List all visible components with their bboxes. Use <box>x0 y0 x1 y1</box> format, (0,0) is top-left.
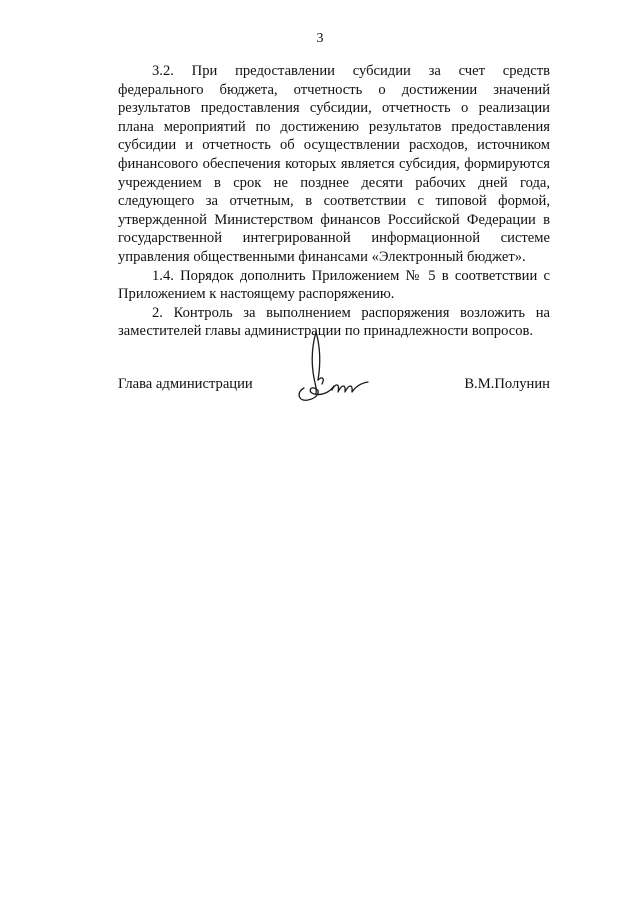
paragraph-1-4: 1.4. Порядок дополнить Приложением № 5 в соответствии с Приложением к настоящему распоряжению. <box>118 267 550 303</box>
signatory-name: В.М.Полунин <box>464 376 550 392</box>
handwritten-signature-icon <box>292 328 378 408</box>
signatory-title: Глава администрации <box>118 376 253 392</box>
document-body <box>118 62 550 341</box>
paragraph-2: 2. Контроль за выполнением распоряжения возложить на заместителей главы администрации по принадлежности вопросов. <box>118 304 550 340</box>
paragraph-3-2: 3.2. При предоставлении субсидии за счет средств федерального бюджета, отчетность о достижении значений результатов предоставления субсидии, отчетность о реализации плана мероприятий по достижению результатов предоставления субсидии и отчетность об осуществлении расходов, источником финансового обеспечения которых является субсидия, формируются учреждением в срок не позднее десяти рабочих дней года, следующего за отчетным, в соответствии с типовой формой, утвержденной Министерством финансов Российской Федерации в государственной интегрированной информационной системе управления общественными финансами «Электронный бюджет». <box>118 63 550 265</box>
page-number: 3 <box>316 31 324 46</box>
